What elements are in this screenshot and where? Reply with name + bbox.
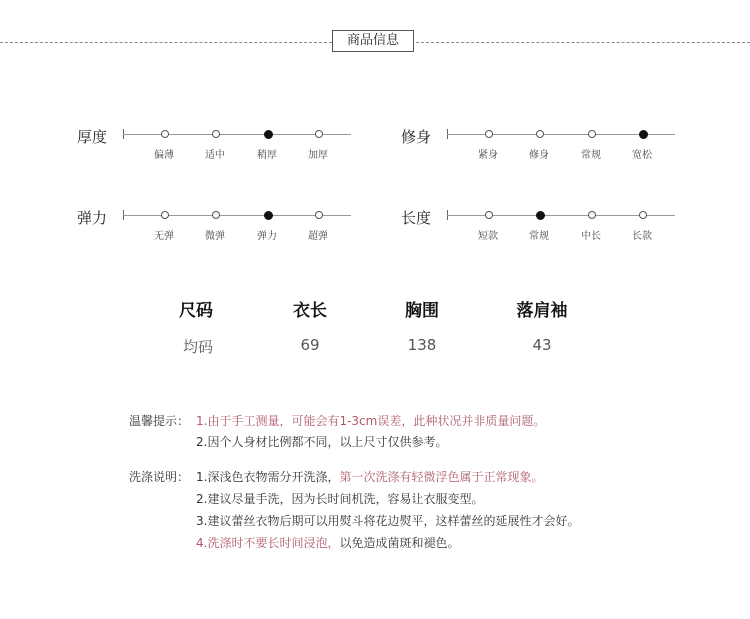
tips-line: 2.因个人身材比例都不同，以上尺寸仅供参考。 (196, 435, 448, 449)
size-table-value: 69 (300, 336, 320, 354)
size-table-header: 衣长 (293, 301, 327, 321)
scale-selected-dot (264, 211, 273, 220)
scale-dot (485, 211, 493, 219)
washing-line-4 (196, 532, 459, 554)
size-table-header: 胸围 (405, 301, 439, 321)
washing-line-1 (196, 466, 543, 488)
scale-option-label: 稍厚 (257, 150, 277, 161)
scale-length (401, 209, 691, 255)
scale-option-label: 宽松 (632, 150, 652, 161)
scale-dot (588, 211, 596, 219)
scale-selected-dot (639, 130, 648, 139)
washing-line-4-part-b: 以免造成菌斑和褪色。 (339, 536, 460, 550)
scale-dot (212, 211, 220, 219)
washing-line-3: 3.建议蕾丝衣物后期可以用熨斗将花边熨平，这样蕾丝的延展性才会好。 (196, 514, 580, 528)
scale-option-label: 长款 (632, 231, 652, 242)
scale-option-label: 中长 (581, 231, 601, 242)
scale-option-label: 弹力 (257, 231, 277, 242)
scale-option-label: 常规 (529, 231, 549, 242)
scale-dot (639, 211, 647, 219)
washing-line-1-part-a: 1.深浅色衣物需分开洗涤， (196, 470, 340, 484)
scale-elasticity (77, 209, 367, 255)
size-table-header: 落肩袖 (516, 301, 568, 321)
washing-line-1-part-b: 第一次洗涤有轻微浮色属于正常现象。 (339, 470, 544, 484)
scale-dot (315, 130, 323, 138)
scale-option-label: 偏薄 (154, 150, 174, 161)
tips-line: 1.由于手工测量，可能会有1-3cm误差，此种状况并非质量问题。 (196, 414, 546, 428)
scale-label: 长度 (401, 209, 432, 227)
size-table-value: 138 (407, 336, 437, 354)
size-table-header: 尺码 (179, 301, 213, 321)
scale-dot (536, 130, 544, 138)
scale-thickness (77, 128, 367, 174)
scale-dot (161, 211, 169, 219)
header-rule-left (0, 42, 332, 43)
scale-option-label: 超弹 (308, 231, 328, 242)
scale-selected-dot (264, 130, 273, 139)
scale-option-label: 无弹 (154, 231, 174, 242)
scale-label: 修身 (401, 128, 432, 146)
washing-line-2: 2.建议尽量手洗，因为长时间机洗，容易让衣服变型。 (196, 492, 484, 506)
scale-label: 厚度 (77, 128, 108, 146)
scale-fit (401, 128, 691, 174)
size-table-value: 均码 (182, 338, 213, 356)
washing-line-4-part-a: 4.洗涤时不要长时间浸泡， (196, 536, 340, 550)
header-rule-right (416, 42, 750, 43)
tips-caption: 温馨提示： (129, 414, 190, 428)
scale-dot (161, 130, 169, 138)
scale-option-label: 适中 (205, 150, 225, 161)
scale-option-label: 短款 (478, 231, 498, 242)
washing-caption: 洗涤说明： (129, 470, 190, 484)
scale-option-label: 修身 (529, 150, 549, 161)
scale-label: 弹力 (77, 209, 108, 227)
scale-dot (315, 211, 323, 219)
scale-option-label: 常规 (581, 150, 601, 161)
scale-option-label: 微弹 (205, 231, 225, 242)
scale-option-label: 紧身 (478, 150, 498, 161)
scale-selected-dot (536, 211, 545, 220)
section-title: 商品信息 (332, 30, 414, 52)
scale-dot (485, 130, 493, 138)
size-table-value: 43 (532, 336, 552, 354)
scale-dot (588, 130, 596, 138)
scale-dot (212, 130, 220, 138)
scale-option-label: 加厚 (308, 150, 328, 161)
